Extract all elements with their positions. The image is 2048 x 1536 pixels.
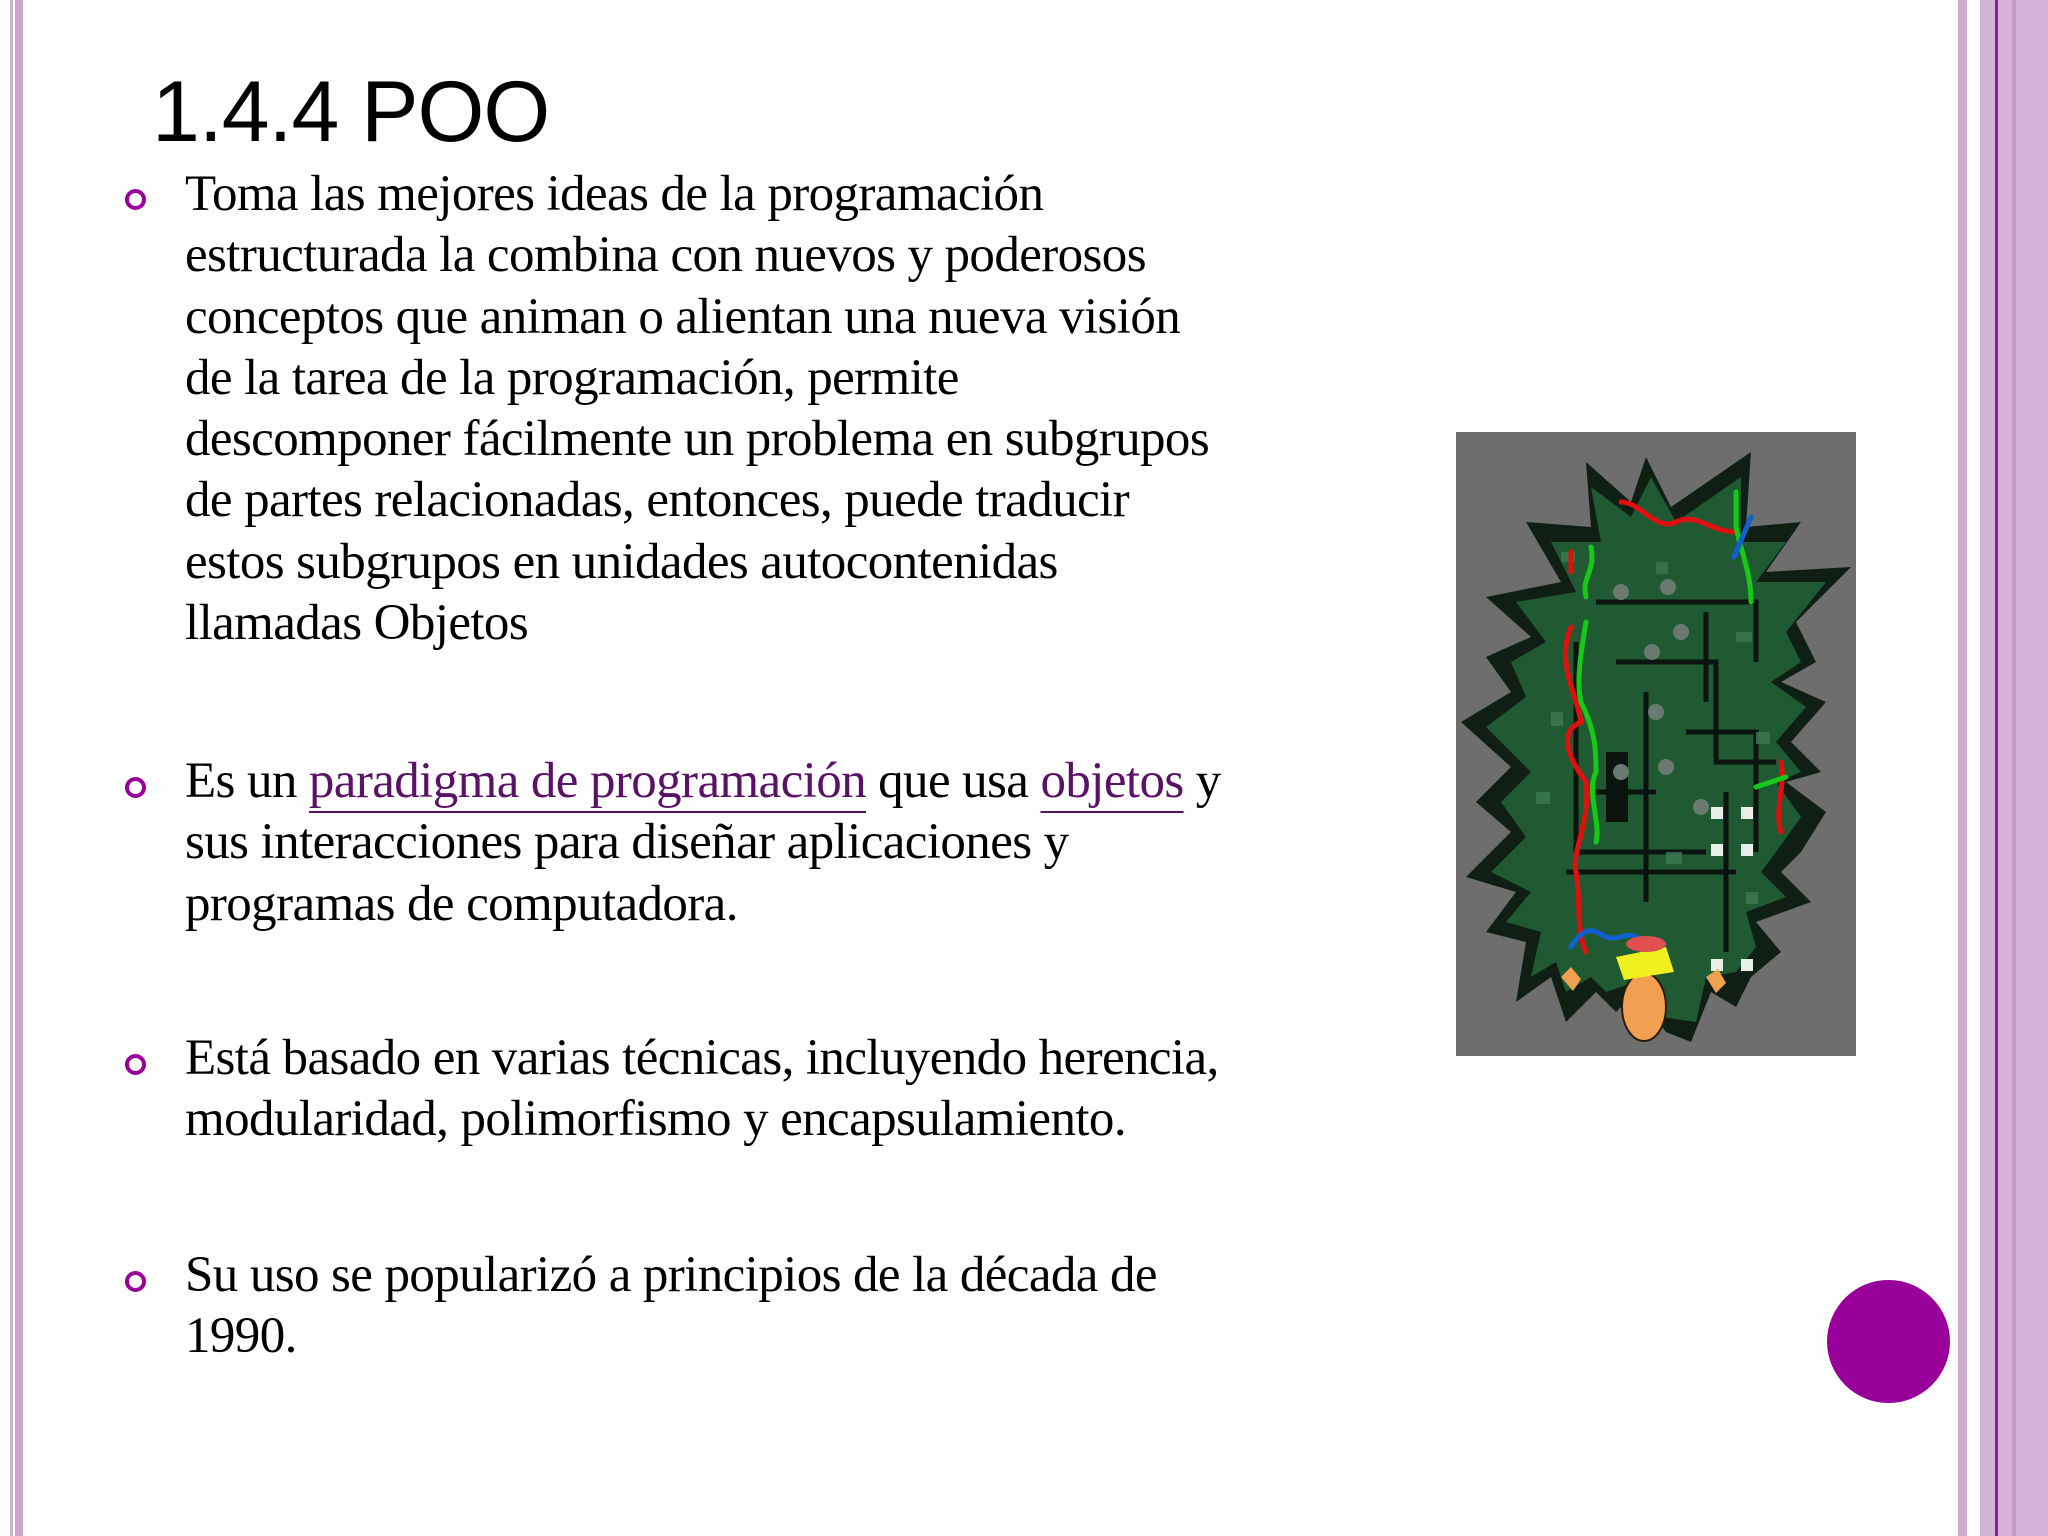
text-line: estos subgrupos en unidades autocontenidas: [185, 533, 1058, 590]
text-line: Su uso se popularizó a principios de la década de: [185, 1247, 1157, 1303]
bullet-text: [185, 1028, 1425, 1151]
text-line: Toma las mejores ideas de la programación: [185, 166, 1044, 222]
circuit-board-image: [1456, 432, 1856, 1056]
ring-bullet-icon: [125, 189, 146, 210]
ring-bullet-icon: [125, 1054, 146, 1075]
link-paradigma-de-programacion[interactable]: paradigma de programación: [308, 753, 866, 809]
text-line: descomponer fácilmente un problema en subgrupos: [185, 411, 1210, 468]
slide-title: 1.4.4 POO: [152, 64, 550, 160]
right-border-band-dark: [2012, 0, 2016, 1536]
text-line: [185, 751, 1425, 812]
link-objetos[interactable]: objetos: [1040, 753, 1184, 809]
right-border-band-mid: [1998, 0, 2012, 1536]
left-border-stripe-thick: [15, 0, 23, 1536]
right-border-stripe-thin: [1958, 0, 1967, 1536]
text-line: programas de computadora.: [185, 875, 738, 932]
text-segment: Es un: [185, 753, 309, 809]
bullet-text: [185, 1245, 1425, 1368]
text-line: 1990.: [185, 1308, 297, 1365]
text-line: conceptos que animan o alientan una nueva visión: [185, 288, 1181, 345]
text-line: sus interacciones para diseñar aplicaciones y: [185, 814, 1069, 871]
bullet-text: [185, 751, 1425, 935]
ring-bullet-icon: [125, 777, 146, 798]
bullet-text: [185, 164, 1425, 654]
text-line: de partes relacionadas, entonces, puede traducir: [185, 472, 1129, 529]
text-line: modularidad, polimorfismo y encapsulamiento.: [185, 1091, 1126, 1148]
decorative-purple-circle: [1827, 1280, 1950, 1403]
text-line: llamadas Objetos: [185, 595, 529, 652]
left-border-stripe-thin: [10, 0, 13, 1536]
text-segment: y: [1183, 753, 1221, 809]
text-line: Está basado en varias técnicas, incluyendo herencia,: [185, 1030, 1219, 1086]
text-line: estructurada la combina con nuevos y poderosos: [185, 227, 1146, 284]
text-line: de la tarea de la programación, permite: [185, 349, 959, 406]
ring-bullet-icon: [125, 1271, 146, 1292]
circuit-board-starburst-icon: [1456, 432, 1856, 1056]
text-segment: que usa: [866, 753, 1041, 809]
